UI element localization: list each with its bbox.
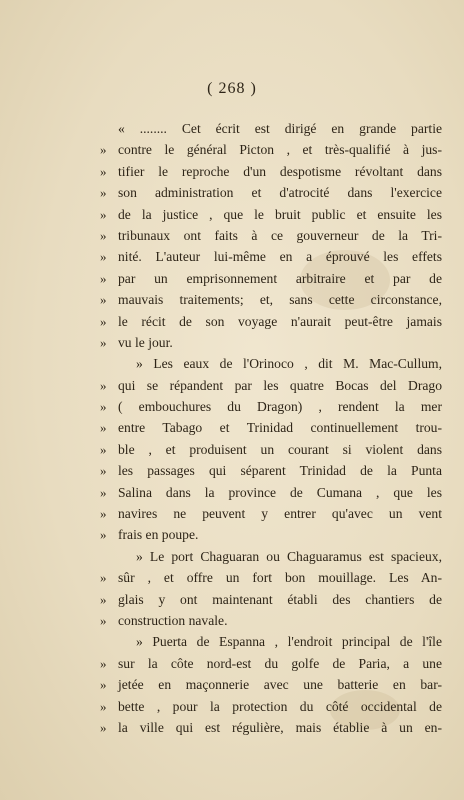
line-text: vu le jour. (118, 334, 173, 350)
text-line (100, 332, 442, 353)
line-text: ( embouchures du Dragon) , rendent la mer (118, 399, 442, 415)
line-text: entre Tabago et Trinidad continuellement trou- (118, 420, 442, 436)
text-line (100, 161, 442, 182)
line-text: » Puerta de Espanna , l'endroit principal de l'île (136, 634, 442, 650)
text-line (100, 396, 442, 417)
text-line (100, 696, 442, 717)
guillemet-marker: » (100, 185, 107, 201)
guillemet-marker: » (100, 377, 107, 393)
guillemet-marker: » (100, 570, 107, 586)
guillemet-marker: » (100, 612, 107, 628)
text-line (118, 353, 442, 374)
text-line (100, 567, 442, 588)
line-text: de la justice , que le bruit public et ensuite les (118, 206, 442, 222)
text-line (100, 589, 442, 610)
body-text (100, 118, 442, 738)
text-line (100, 482, 442, 503)
text-line (100, 139, 442, 160)
text-line (100, 503, 442, 524)
line-text: nité. L'auteur lui-même en a éprouvé les effets (118, 249, 442, 265)
line-text: la ville qui est régulière, mais établie à un en- (118, 719, 442, 735)
text-line (100, 439, 442, 460)
guillemet-marker: » (100, 270, 107, 286)
line-text: ble , et produisent un courant si violent dans (118, 441, 442, 457)
text-line (100, 717, 442, 738)
guillemet-marker: » (100, 142, 107, 158)
text-line (100, 204, 442, 225)
text-line (100, 610, 442, 631)
page-number: ( 268 ) (207, 80, 257, 97)
line-text: sûr , et offre un fort bon mouillage. Les An- (118, 570, 442, 586)
guillemet-marker: » (100, 249, 107, 265)
line-text: jetée en maçonnerie avec une batterie en bar- (118, 677, 442, 693)
text-line (100, 289, 442, 310)
guillemet-marker: » (100, 506, 107, 522)
text-line (100, 246, 442, 267)
guillemet-marker: » (100, 591, 107, 607)
guillemet-marker: » (100, 527, 107, 543)
line-text: construction navale. (118, 612, 228, 628)
line-text: les passages qui séparent Trinidad de la Punta (118, 463, 442, 479)
line-text: son administration et d'atrocité dans l'exercice (118, 185, 442, 201)
line-text: qui se répandent par les quatre Bocas del Drago (118, 377, 442, 393)
guillemet-marker: » (100, 655, 107, 671)
guillemet-marker: » (100, 163, 107, 179)
line-text: Salina dans la province de Cumana , que les (118, 484, 442, 500)
text-line (100, 182, 442, 203)
line-text: » Le port Chaguaran ou Chaguaramus est spacieux, (136, 548, 442, 564)
text-line (100, 225, 442, 246)
line-text: » Les eaux de l'Orinoco , dit M. Mac-Cullum, (136, 356, 442, 372)
guillemet-marker: » (100, 313, 107, 329)
text-line (100, 417, 442, 438)
guillemet-marker: » (100, 399, 107, 415)
text-line (100, 524, 442, 545)
line-text: tribunaux ont faits à ce gouverneur de la Tri- (118, 227, 442, 243)
line-text: navires ne peuvent y entrer qu'avec un vent (118, 506, 442, 522)
guillemet-marker: » (100, 206, 107, 222)
text-line (118, 118, 442, 139)
guillemet-marker: » (100, 677, 107, 693)
line-text: bette , pour la protection du côté occidental de (118, 698, 442, 714)
line-text: tifier le reproche d'un despotisme révoltant dans (118, 163, 442, 179)
text-line (100, 311, 442, 332)
guillemet-marker: » (100, 463, 107, 479)
guillemet-marker: » (100, 484, 107, 500)
text-line (100, 460, 442, 481)
text-line (118, 546, 442, 567)
text-line (100, 653, 442, 674)
text-line (118, 631, 442, 652)
guillemet-marker: » (100, 441, 107, 457)
line-text: contre le général Picton , et très-qualifié à jus- (118, 142, 442, 158)
guillemet-marker: » (100, 227, 107, 243)
guillemet-marker: » (100, 420, 107, 436)
guillemet-marker: » (100, 334, 107, 350)
line-text: le récit de son voyage n'aurait peut-être jamais (118, 313, 442, 329)
line-text: sur la côte nord-est du golfe de Paria, a une (118, 655, 442, 671)
line-text: par un emprisonnement arbitraire et par de (118, 270, 442, 286)
text-line (100, 375, 442, 396)
guillemet-marker: » (100, 292, 107, 308)
text-line (100, 674, 442, 695)
text-line (100, 268, 442, 289)
line-text: glais y ont maintenant établi des chantiers de (118, 591, 442, 607)
guillemet-marker: » (100, 698, 107, 714)
guillemet-marker: » (100, 719, 107, 735)
line-text: frais en poupe. (118, 527, 199, 543)
line-text: mauvais traitements; et, sans cette circonstance, (118, 292, 442, 308)
line-text: « ........ Cet écrit est dirigé en grande partie (118, 121, 442, 136)
